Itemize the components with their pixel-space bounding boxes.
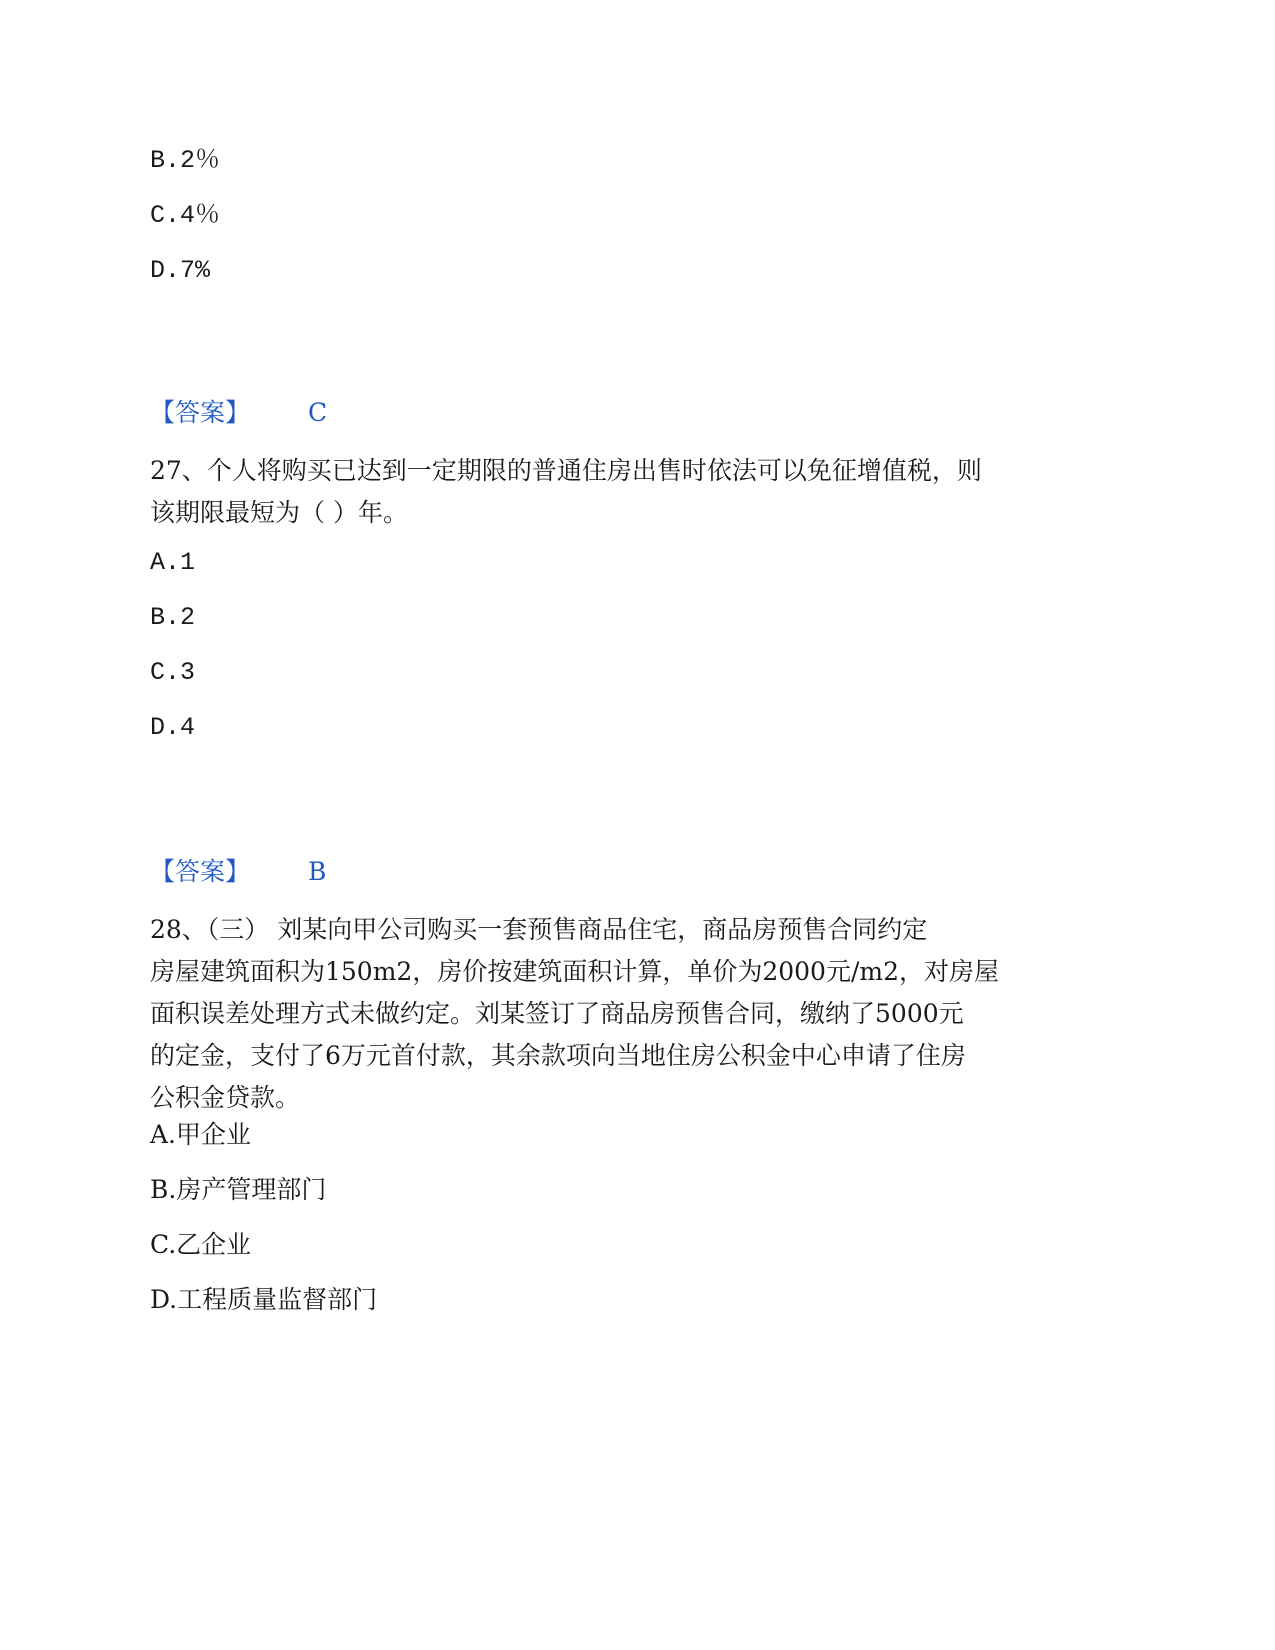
q27-option-d: D.4 [150, 713, 196, 742]
q26-answer [150, 398, 327, 428]
q28-stem-line: 的定金，支付了6万元首付款，其余款项向当地住房公积金中心申请了住房 [150, 1041, 966, 1070]
q27-stem [150, 450, 1110, 534]
q27-option-b: B.2 [150, 603, 196, 632]
q28-stem-line: 房屋建筑面积为150m2，房价按建筑面积计算，单价为2000元/m2，对房屋 [150, 957, 999, 986]
q28-option-d: D.工程质量监督部门 [150, 1285, 378, 1314]
q27-stem-line: 该期限最短为（ ）年。 [150, 498, 408, 527]
q28-stem [150, 909, 1110, 1119]
q27-answer [150, 857, 326, 887]
q28-option-b: B.房产管理部门 [150, 1175, 327, 1204]
q28-stem-line: 面积误差处理方式未做约定。刘某签订了商品房预售合同，缴纳了5000元 [150, 999, 964, 1028]
answer-label: 【答案】 [150, 857, 251, 886]
q28-option-a: A.甲企业 [150, 1120, 252, 1149]
q26-option-b: B.2％ [150, 146, 221, 175]
answer-value: B [308, 857, 327, 886]
q26-option-d: D.7% [150, 256, 211, 285]
answer-value: C [308, 398, 328, 427]
q27-option-a: A.1 [150, 548, 196, 577]
q27-option-c: C.3 [150, 658, 196, 687]
answer-label: 【答案】 [150, 398, 251, 427]
q28-option-c: C.乙企业 [150, 1230, 252, 1259]
q28-stem-line: 28、（三） 刘某向甲公司购买一套预售商品住宅，商品房预售合同约定 [150, 915, 928, 944]
q26-option-c: C.4％ [150, 201, 221, 230]
q28-stem-line: 公积金贷款。 [150, 1083, 301, 1112]
q27-stem-line: 27、个人将购买已达到一定期限的普通住房出售时依法可以免征增值税，则 [150, 456, 982, 485]
